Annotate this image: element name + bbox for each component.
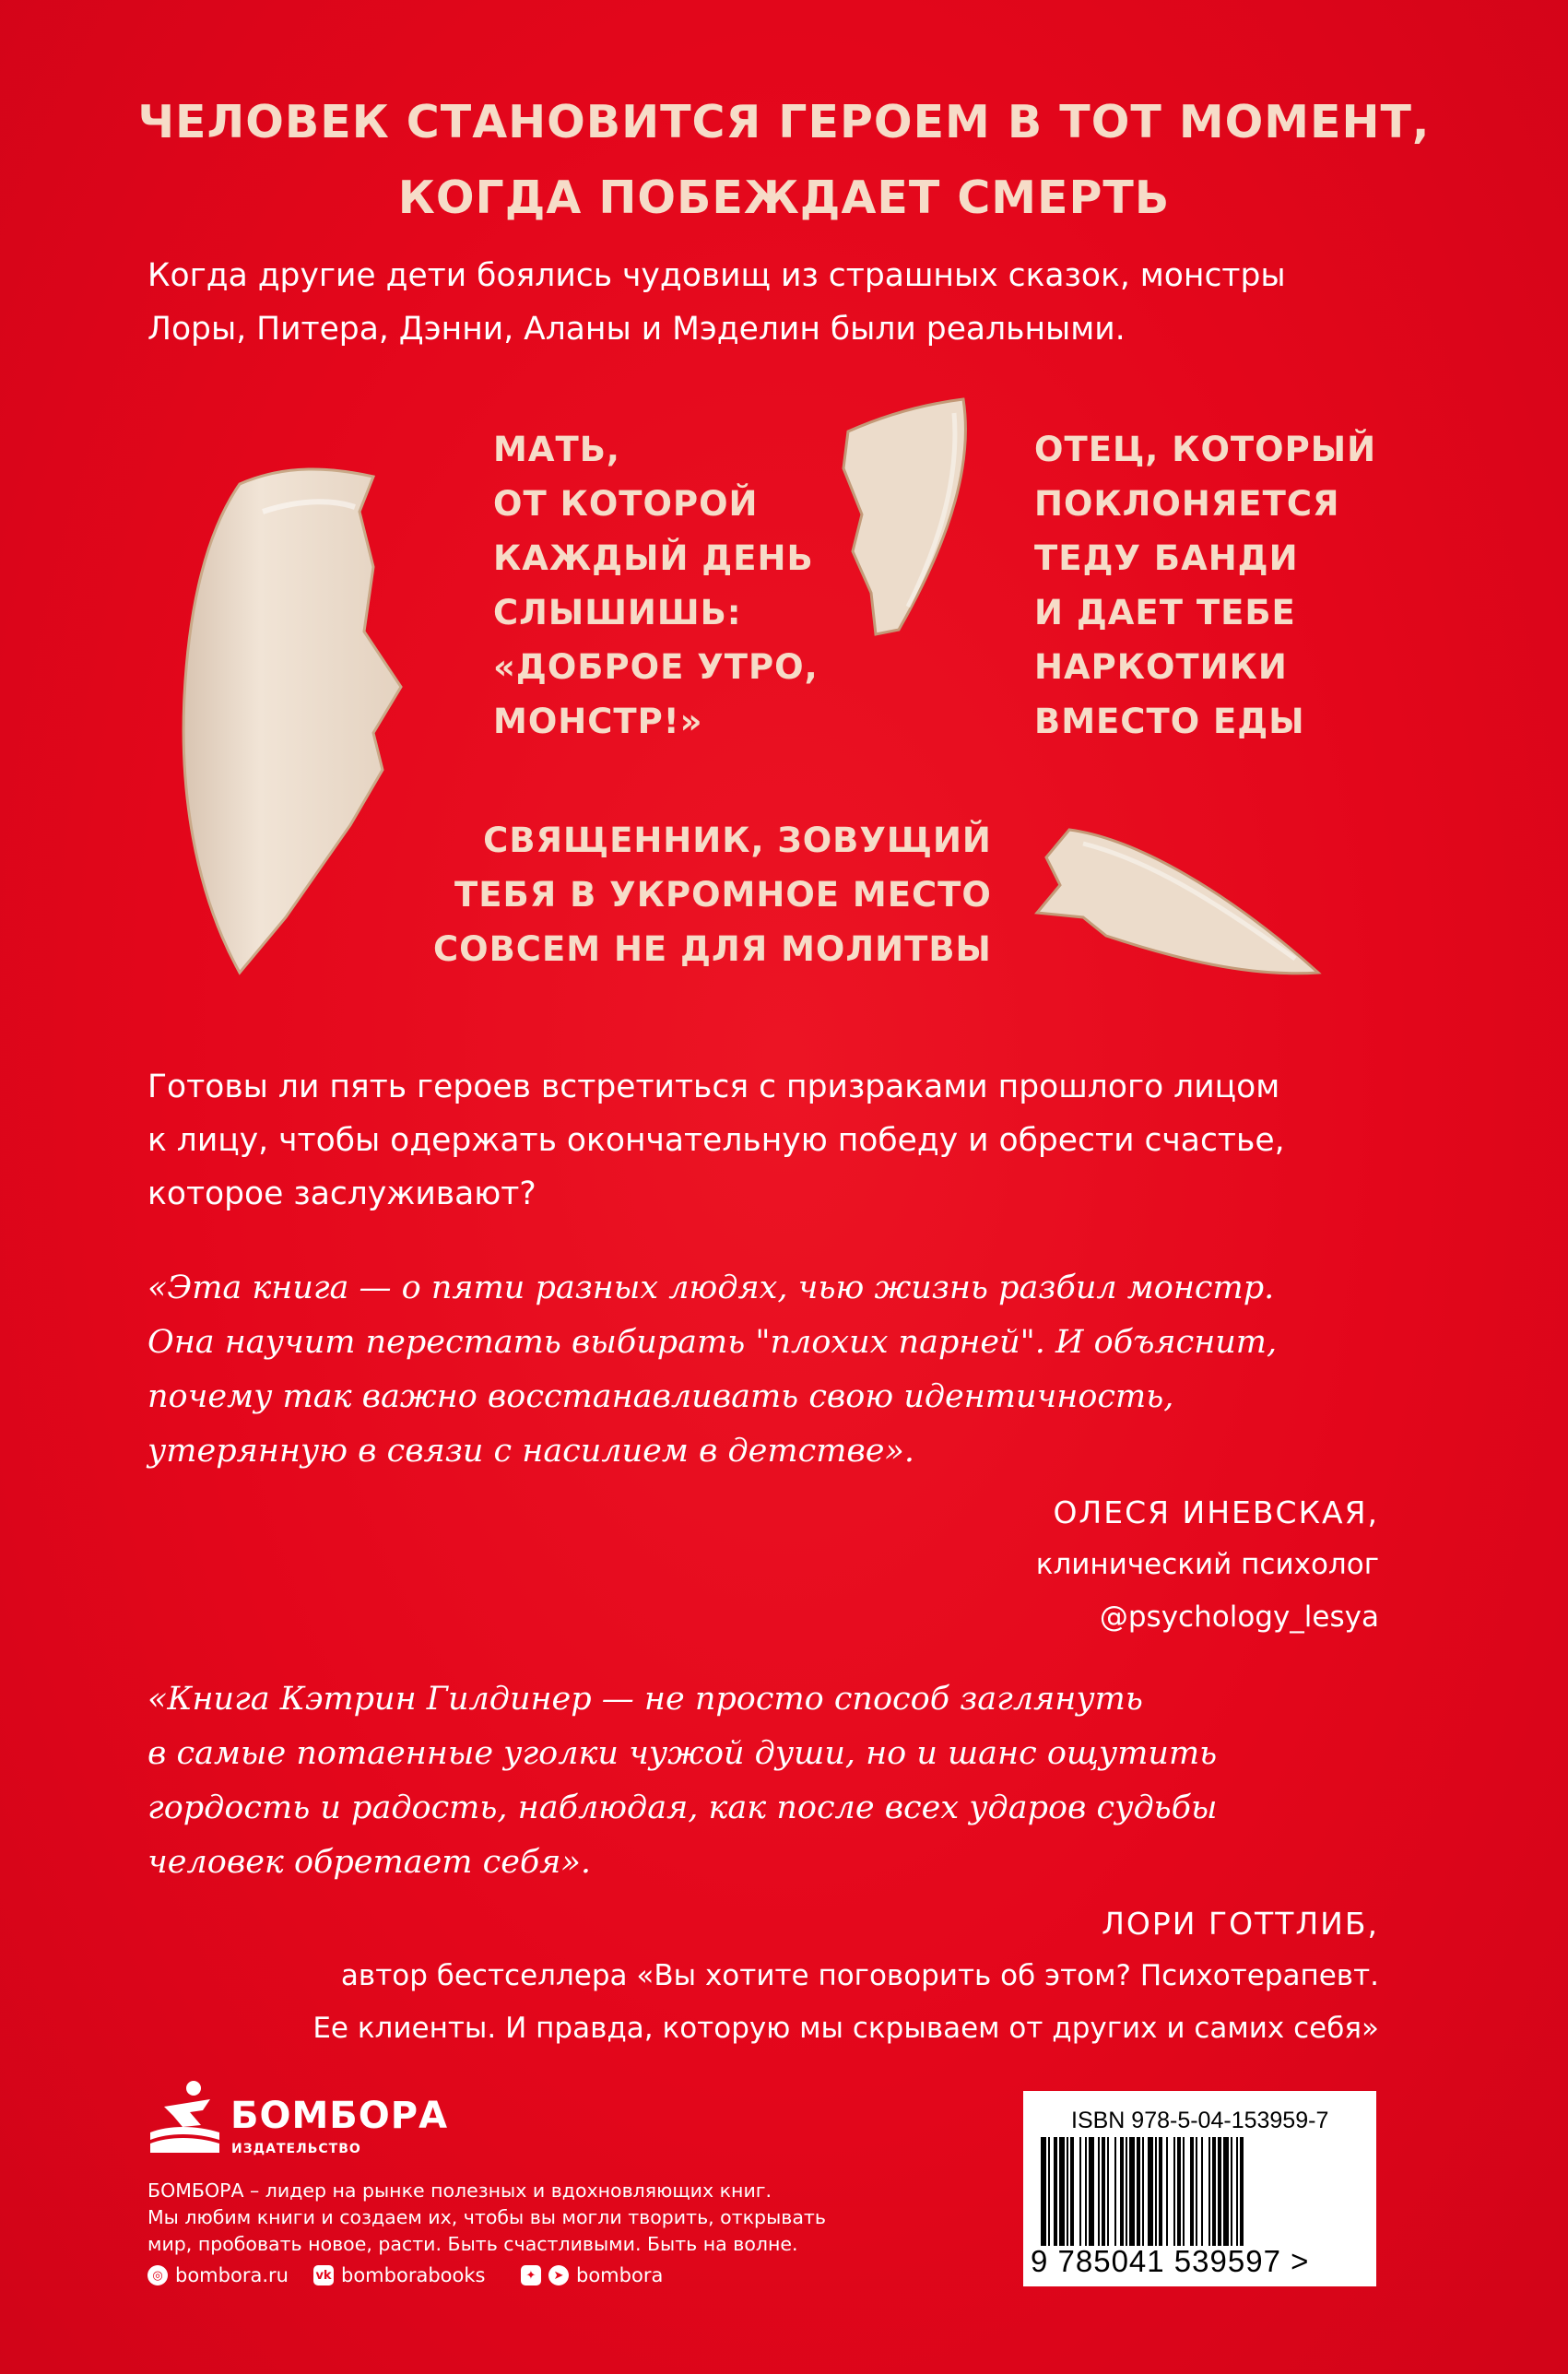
barcode-bar xyxy=(1067,2137,1068,2246)
quote-line: в самые потаенные уголки чужой души, но и шанс ощутить xyxy=(147,1735,1218,1772)
quote-line: человек обретает себя». xyxy=(147,1844,591,1881)
barcode-bar xyxy=(1070,2137,1074,2246)
plate-shard-large-icon xyxy=(175,456,415,982)
barcode-bar xyxy=(1089,2137,1094,2246)
mother-line: СЛЫШИШЬ: xyxy=(493,593,742,632)
quote-author-role: клинический психолог xyxy=(1035,1548,1379,1581)
barcode-bar xyxy=(1208,2137,1210,2246)
plate-shard-small-icon xyxy=(834,395,973,644)
intro-paragraph xyxy=(147,249,1438,356)
about-line: мир, пробовать новое, расти. Быть счастливыми. Быть на волне. xyxy=(147,2233,798,2255)
barcode-digits: 9 785041 539597 > xyxy=(1031,2244,1310,2278)
barcode-bar xyxy=(1085,2137,1087,2246)
priest-block xyxy=(433,813,992,976)
barcode-bar xyxy=(1196,2137,1197,2246)
globe-icon: ◎ xyxy=(147,2265,168,2285)
quote-attribution-inevskaya xyxy=(1036,1486,1379,1644)
about-line: Мы любим книги и создаем их, чтобы вы могли творить, открывать xyxy=(147,2206,826,2228)
vk-icon: vk xyxy=(313,2265,334,2285)
publisher-about xyxy=(147,2178,848,2258)
quote-line: гордость и радость, наблюдая, как после всех ударов судьбы xyxy=(147,1789,1218,1826)
quote-line: почему так важно восстанавливать свою идентичность, xyxy=(147,1378,1174,1415)
barcode-bar xyxy=(1142,2137,1144,2246)
quote-author-role: Ее клиенты. И правда, которую мы скрываем от других и самих себя» xyxy=(312,2012,1379,2045)
father-line: И ДАЕТ ТЕБЕ xyxy=(1034,593,1296,632)
barcode-bar xyxy=(1148,2137,1153,2246)
father-line: ТЕДУ БАНДИ xyxy=(1034,538,1299,578)
mother-line: «ДОБРОЕ УТРО, xyxy=(493,647,819,687)
intro-line-2: Лоры, Питера, Дэнни, Аланы и Мэделин были реальными. xyxy=(147,311,1126,348)
quote-line: утерянную в связи с насилием в детстве». xyxy=(147,1433,915,1470)
mother-line: МАТЬ, xyxy=(493,430,620,469)
barcode-bar xyxy=(1159,2137,1162,2246)
barcode-bar xyxy=(1054,2137,1057,2246)
question-line: которое заслуживают? xyxy=(147,1175,536,1212)
barcode-bar xyxy=(1240,2137,1244,2246)
quote-attribution-gottlieb xyxy=(312,1897,1379,2055)
barcode-bar xyxy=(1129,2137,1135,2246)
quote-gottlieb xyxy=(147,1672,1218,1890)
intro-line-1: Когда другие дети боялись чудовищ из страшных сказок, монстры xyxy=(147,257,1286,294)
question-line: Готовы ли пять героев встретиться с призраками прошлого лицом xyxy=(147,1069,1280,1105)
publisher-subtitle: ИЗДАТЕЛЬСТВО xyxy=(231,2142,361,2156)
mother-line: МОНСТР!» xyxy=(493,702,703,741)
publisher-name: БОМБОРА xyxy=(230,2095,449,2137)
question-line: к лицу, чтобы одержать окончательную победу и обрести счастье, xyxy=(147,1122,1285,1159)
barcode-bar xyxy=(1212,2137,1216,2246)
barcode-bar xyxy=(1048,2137,1050,2246)
father-line: ВМЕСТО ЕДЫ xyxy=(1034,702,1305,741)
barcode-bar xyxy=(1177,2137,1181,2246)
barcode-bar xyxy=(1236,2137,1238,2246)
priest-line: СВЯЩЕННИК, ЗОВУЩИЙ xyxy=(483,821,992,860)
about-line: БОМБОРА – лидер на рынке полезных и вдохновляющих книг. xyxy=(147,2179,772,2202)
barcode-bar xyxy=(1059,2137,1065,2246)
father-line: ОТЕЦ, КОТОРЫЙ xyxy=(1034,430,1377,469)
quote-author-role: автор бестселлера «Вы хотите поговорить об этом? Психотерапевт. xyxy=(340,1959,1379,1992)
social-label: bombora.ru xyxy=(175,2264,289,2286)
barcode-icon xyxy=(1037,2137,1364,2246)
barcode-bar xyxy=(1114,2137,1116,2246)
barcode-bar xyxy=(1201,2137,1203,2246)
barcode-bar xyxy=(1231,2137,1232,2246)
social-label: bomborabooks xyxy=(341,2264,486,2286)
barcode-bar xyxy=(1120,2137,1124,2246)
question-paragraph xyxy=(147,1060,1438,1221)
father-block xyxy=(1034,422,1376,749)
barcode-bar xyxy=(1107,2137,1109,2246)
barcode-bar xyxy=(1126,2137,1127,2246)
father-line: НАРКОТИКИ xyxy=(1034,647,1288,687)
barcode-bar xyxy=(1166,2137,1168,2246)
telegram-icon: ➤ xyxy=(548,2265,569,2285)
headline-line-1: ЧЕЛОВЕК СТАНОВИТСЯ ГЕРОЕМ В ТОТ МОМЕНТ, xyxy=(137,96,1431,148)
quote-author: ОЛЕСЯ ИНЕВСКАЯ, xyxy=(1053,1494,1379,1530)
barcode-bar xyxy=(1079,2137,1081,2246)
barcode-bar xyxy=(1223,2137,1229,2246)
priest-line: ТЕБЯ В УКРОМНОЕ МЕСТО xyxy=(454,875,992,915)
barcode-bar xyxy=(1041,2137,1046,2246)
headline-line-2: КОГДА ПОБЕЖДАЕТ СМЕРТЬ xyxy=(397,171,1171,224)
headline xyxy=(0,85,1568,236)
quote-line: «Эта книга — о пяти разных людях, чью жизнь разбил монстр. xyxy=(147,1270,1275,1306)
barcode-bar xyxy=(1137,2137,1140,2246)
mother-block xyxy=(493,422,819,749)
father-line: ПОКЛОНЯЕТСЯ xyxy=(1034,484,1340,524)
star-icon: ✦ xyxy=(521,2265,541,2285)
quote-line: Она научит перестать выбирать "плохих парней". И объяснит, xyxy=(147,1324,1278,1361)
quote-author: ЛОРИ ГОТТЛИБ, xyxy=(1102,1906,1379,1942)
quote-author-handle: @psychology_lesya xyxy=(1099,1600,1379,1634)
quote-line: «Книга Кэтрин Гилдинер — не просто способ заглянуть xyxy=(147,1681,1143,1718)
barcode-bar xyxy=(1098,2137,1100,2246)
bombora-logo-icon xyxy=(146,2079,224,2157)
barcode-bar xyxy=(1218,2137,1221,2246)
barcode-bar xyxy=(1190,2137,1194,2246)
social-link-vk[interactable] xyxy=(313,2264,485,2286)
isbn-number: ISBN 978-5-04-153959-7 xyxy=(1071,2108,1329,2133)
social-label: bombora xyxy=(576,2264,664,2286)
quote-inevskaya xyxy=(147,1261,1277,1479)
social-link-telegram[interactable] xyxy=(521,2264,663,2286)
barcode-bar xyxy=(1155,2137,1157,2246)
barcode-bar xyxy=(1173,2137,1175,2246)
mother-line: ОТ КОТОРОЙ xyxy=(493,484,759,524)
mother-line: КАЖДЫЙ ДЕНЬ xyxy=(493,538,814,578)
priest-line: СОВСЕМ НЕ ДЛЯ МОЛИТВЫ xyxy=(433,929,992,969)
barcode-bar xyxy=(1183,2137,1185,2246)
social-link-website[interactable] xyxy=(147,2264,289,2286)
barcode-bar xyxy=(1102,2137,1105,2246)
plate-shard-triangle-icon xyxy=(1019,821,1323,986)
